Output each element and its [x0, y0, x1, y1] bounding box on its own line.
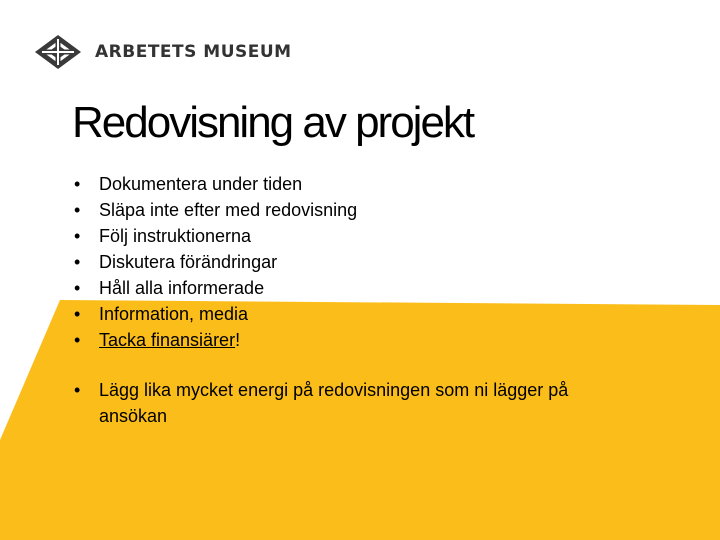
bullet-item: • Lägg lika mycket energi på redovisningen som ni lägger på ansökan	[72, 377, 632, 429]
bullet-list	[72, 171, 632, 353]
slide-title: Redovisning av projekt	[72, 98, 474, 147]
bullet-item: • Följ instruktionerna	[72, 223, 632, 249]
diamond-emblem-icon	[33, 33, 83, 71]
bullet-suffix: !	[235, 330, 241, 350]
bullet-item: • Dokumentera under tiden	[72, 171, 632, 197]
underlined-text: Tacka finansiärer	[99, 330, 236, 350]
logo-text: ARBETETS MUSEUM	[95, 42, 292, 62]
museum-logo	[33, 33, 292, 71]
bullet-list-secondary	[72, 377, 632, 429]
bullet-item	[72, 327, 632, 353]
bullet-item: • Håll alla informerade	[72, 275, 632, 301]
bullet-item: • Släpa inte efter med redovisning	[72, 197, 632, 223]
bullet-item: • Information, media	[72, 301, 632, 327]
bullet-item: • Diskutera förändringar	[72, 249, 632, 275]
